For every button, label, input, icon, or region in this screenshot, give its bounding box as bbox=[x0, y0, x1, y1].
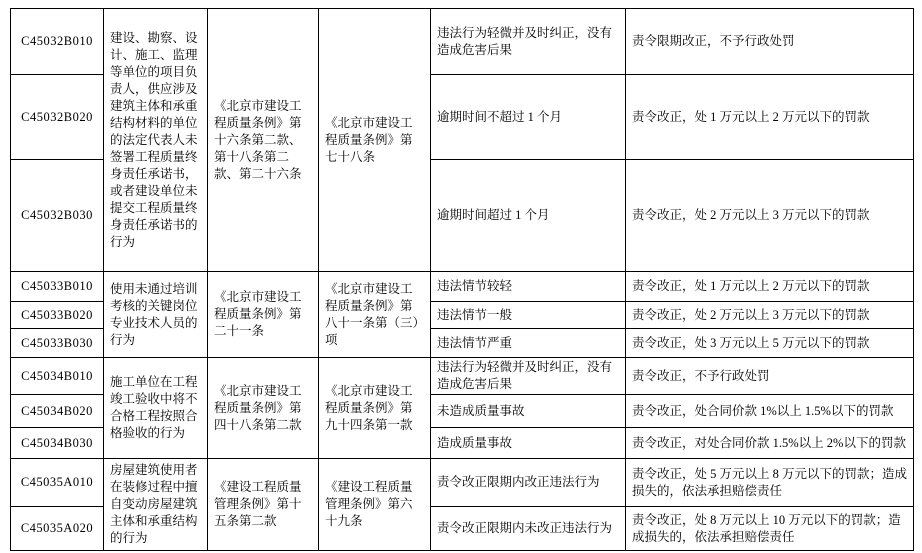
behavior-cell: 建设、勘察、设计、施工、监理等单位的项目负责人，供应涉及建筑主体和承重结构材料的单位的法定代表人未签署工程质量终身责任承诺书，或者建设单位未提交工程质量终身责任承诺书的行为 bbox=[104, 9, 208, 272]
penalty-cell: 责令改正，处 2 万元以上 3 万元以下的罚款 bbox=[626, 302, 914, 329]
penalty-cell: 责令改正，处 5 万元以上 8 万元以下的罚款；造成损失的，依法承担赔偿责任 bbox=[626, 459, 914, 507]
circumstance-cell: 违法情节一般 bbox=[431, 302, 626, 329]
penalty-cell: 责令改正，处 1 万元以上 2 万元以下的罚款 bbox=[626, 75, 914, 160]
code-cell: C45033B010 bbox=[11, 272, 104, 302]
legal-basis-2-cell: 《北京市建设工程质量条例》第七十八条 bbox=[319, 9, 431, 272]
circumstance-cell: 违法情节严重 bbox=[431, 329, 626, 358]
code-cell: C45033B030 bbox=[11, 329, 104, 358]
penalty-cell: 责令改正，处 8 万元以上 10 万元以下的罚款；造成损失的，依法承担赔偿责任 bbox=[626, 507, 914, 551]
penalty-cell: 责令改正，处合同价款 1%以上 1.5%以下的罚款 bbox=[626, 395, 914, 428]
penalty-cell: 责令改正，对处合同价款 1.5%以上 2%以下的罚款 bbox=[626, 428, 914, 459]
code-cell: C45034B010 bbox=[11, 358, 104, 395]
legal-basis-2-cell: 《北京市建设工程质量条例》第九十四条第一款 bbox=[319, 358, 431, 459]
behavior-cell: 使用未通过培训考核的关键岗位专业技术人员的行为 bbox=[104, 272, 208, 358]
legal-basis-1-cell: 《北京市建设工程质量条例》第十六条第二款、第十八条第二款、第二十六条 bbox=[208, 9, 319, 272]
legal-basis-2-cell: 《北京市建设工程质量条例》第八十一条第（三）项 bbox=[319, 272, 431, 358]
penalty-discretion-table bbox=[10, 8, 914, 551]
circumstance-cell: 未造成质量事故 bbox=[431, 395, 626, 428]
penalty-cell: 责令改正，处 1 万元以上 2 万元以下的罚款 bbox=[626, 272, 914, 302]
code-cell: C45032B030 bbox=[11, 160, 104, 272]
table-row bbox=[11, 459, 914, 507]
code-cell: C45032B020 bbox=[11, 75, 104, 160]
legal-basis-1-cell: 《北京市建设工程质量条例》第二十一条 bbox=[208, 272, 319, 358]
circumstance-cell: 违法情节较轻 bbox=[431, 272, 626, 302]
behavior-cell: 房屋建筑使用者在装修过程中擅自变动房屋建筑主体和承重结构的行为 bbox=[104, 459, 208, 551]
legal-basis-1-cell: 《建设工程质量管理条例》第十五条第二款 bbox=[208, 459, 319, 551]
table-row bbox=[11, 358, 914, 395]
circumstance-cell: 逾期时间不超过 1 个月 bbox=[431, 75, 626, 160]
circumstance-cell: 责令改正限期内改正违法行为 bbox=[431, 459, 626, 507]
behavior-cell: 施工单位在工程竣工验收中将不合格工程按照合格验收的行为 bbox=[104, 358, 208, 459]
penalty-cell: 责令限期改正，不予行政处罚 bbox=[626, 9, 914, 75]
circumstance-cell: 违法行为轻微并及时纠正，没有造成危害后果 bbox=[431, 9, 626, 75]
penalty-cell: 责令改正，处 2 万元以上 3 万元以下的罚款 bbox=[626, 160, 914, 272]
code-cell: C45035A020 bbox=[11, 507, 104, 551]
legal-basis-2-cell: 《建设工程质量管理条例》第六十九条 bbox=[319, 459, 431, 551]
table-row bbox=[11, 272, 914, 302]
circumstance-cell: 逾期时间超过 1 个月 bbox=[431, 160, 626, 272]
code-cell: C45033B020 bbox=[11, 302, 104, 329]
code-cell: C45035A010 bbox=[11, 459, 104, 507]
code-cell: C45032B010 bbox=[11, 9, 104, 75]
circumstance-cell: 责令改正限期内未改正违法行为 bbox=[431, 507, 626, 551]
penalty-cell: 责令改正，处 3 万元以上 5 万元以下的罚款 bbox=[626, 329, 914, 358]
circumstance-cell: 违法行为轻微并及时纠正，没有造成危害后果 bbox=[431, 358, 626, 395]
code-cell: C45034B030 bbox=[11, 428, 104, 459]
code-cell: C45034B020 bbox=[11, 395, 104, 428]
penalty-cell: 责令改正，不予行政处罚 bbox=[626, 358, 914, 395]
table-row bbox=[11, 9, 914, 75]
circumstance-cell: 造成质量事故 bbox=[431, 428, 626, 459]
legal-basis-1-cell: 《北京市建设工程质量条例》第四十八条第二款 bbox=[208, 358, 319, 459]
